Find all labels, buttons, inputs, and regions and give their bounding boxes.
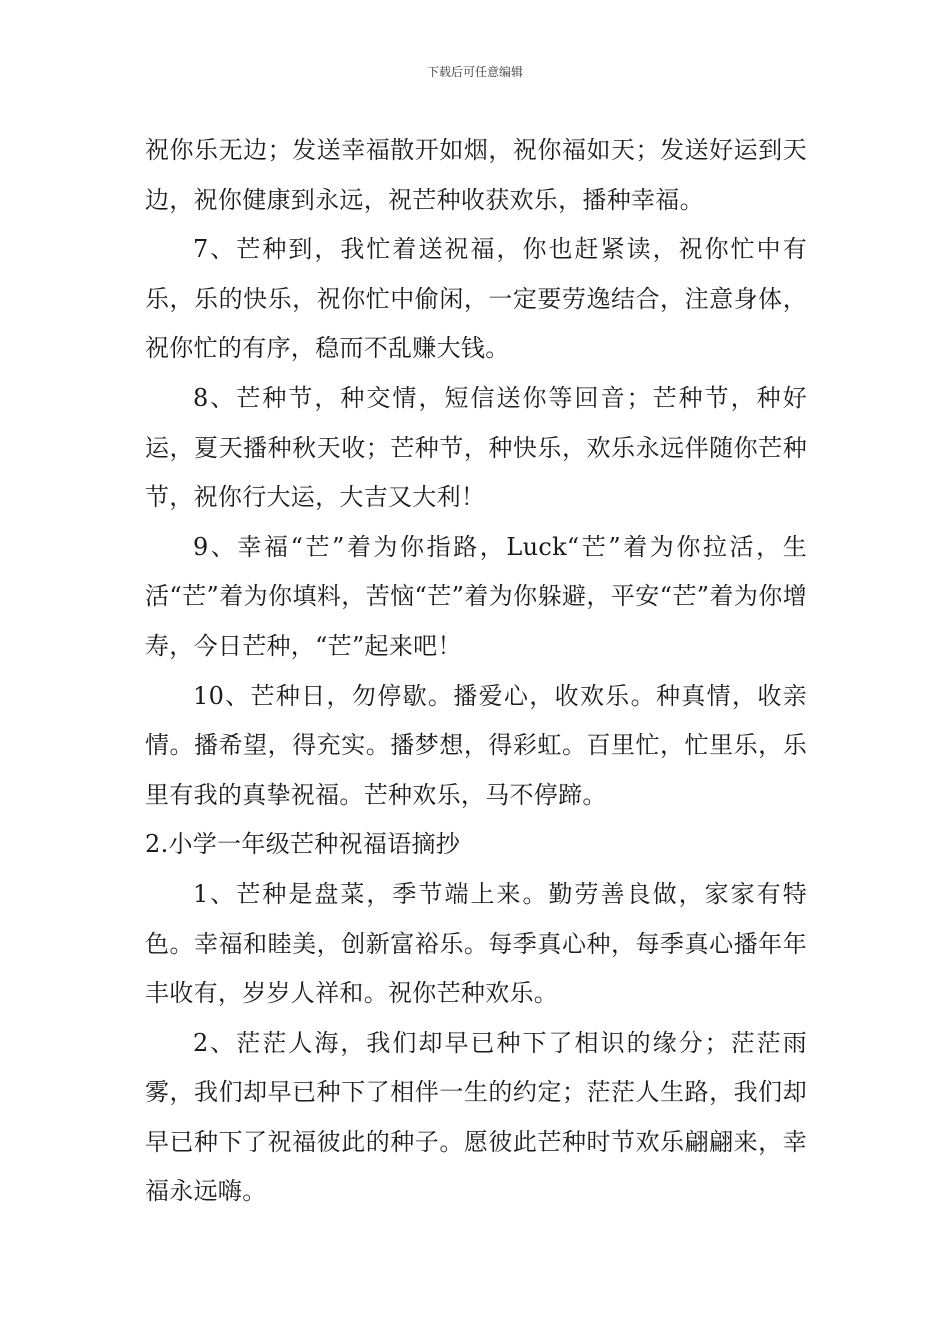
- document-body: [145, 126, 807, 1217]
- page-header-note: 下载后可任意编辑: [426, 65, 523, 79]
- paragraph-wish-8: 8、芒种节，种交情，短信送你等回音；芒种节，种好运，夏天播种秋天收；芒种节，种快乐，欢乐永远伴随你芒种节，祝你行大运，大吉又大利！: [145, 383, 807, 512]
- section-title: 2.小学一年级芒种祝福语摘抄: [145, 830, 461, 859]
- paragraph-wish-7: 7、芒种到，我忙着送祝福，你也赶紧读，祝你忙中有乐，乐的快乐，祝你忙中偷闲，一定要劳逸结合，注意身体，祝你忙的有序，稳而不乱赚大钱。: [145, 235, 807, 363]
- paragraph-wish-10: 10、芒种日，勿停歇。播爱心，收欢乐。种真情，收亲情。播希望，得充实。播梦想，得彩虹。百里忙，忙里乐，乐里有我的真挚祝福。芒种欢乐，马不停蹄。: [145, 681, 807, 809]
- paragraph-section-wish-1: 1、芒种是盘菜，季节端上来。勤劳善良做，家家有特色。幸福和睦美，创新富裕乐。每季真心种，每季真心播年年丰收有，岁岁人祥和。祝你芒种欢乐。: [145, 879, 807, 1008]
- paragraph-section-wish-2: 2、茫茫人海，我们却早已种下了相识的缘分；茫茫雨雾，我们却早已种下了相伴一生的约定；茫茫人生路，我们却早已种下了祝福彼此的种子。愿彼此芒种时节欢乐翩翩来，幸福永远嗨。: [145, 1028, 807, 1206]
- paragraph-wish-9: 9、幸福“芒”着为你指路，Luck“芒”着为你拉活，生活“芒”着为你填料，苦恼“芒”着为你躲避，平安“芒”着为你增寿，今日芒种，“芒”起来吧！: [145, 532, 807, 660]
- paragraph-continued: 祝你乐无边；发送幸福散开如烟，祝你福如天；发送好运到天边，祝你健康到永远，祝芒种收获欢乐，播种幸福。: [145, 136, 807, 214]
